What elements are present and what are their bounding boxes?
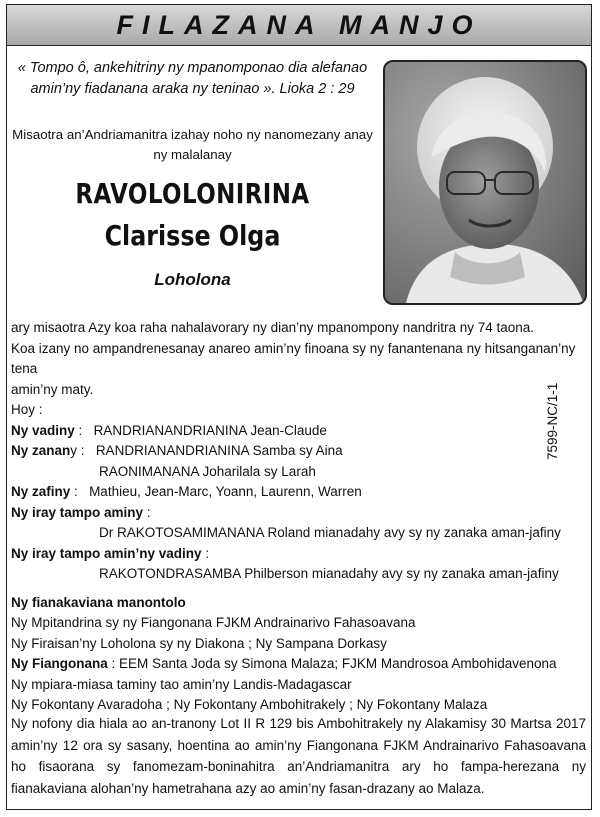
family-line-3-label: Ny Fiangonana: [11, 656, 108, 671]
grandchildren-value: Mathieu, Jean-Marc, Yoann, Laurenn, Warren: [89, 484, 362, 499]
children-sep: :: [77, 443, 89, 458]
siblings-value-row: [11, 523, 591, 544]
family-line-1: Ny Mpitandrina sy ny Fiangonana FJKM Andrainarivo Fahasoavana: [11, 615, 416, 630]
intro-line-1: ary misaotra Azy koa raha nahalavorary ny dian’ny mpanompony nandritra ny 74 taona.: [11, 320, 535, 335]
children-label-rest: y: [70, 443, 78, 458]
ad-reference-code: 7599-NC/1-1: [545, 382, 560, 460]
portrait-photo: [383, 60, 587, 305]
banner: [6, 4, 592, 46]
banner-title: FILAZANA MANJO: [116, 9, 482, 40]
spouse-row: [11, 421, 591, 442]
deceased-role: Loholona: [154, 270, 231, 289]
grandchildren-label: Ny zafiny: [11, 484, 71, 499]
spouse-sep: :: [74, 422, 87, 438]
spouse-value: RANDRIANANDRIANINA Jean-Claude: [93, 422, 327, 438]
thanks-line-2: ny malalanay: [153, 147, 232, 162]
spouse-siblings-label: Ny iray tampo amin’ny vadiny: [11, 545, 202, 561]
deceased-surname: RAVOLOLONIRINA: [75, 177, 310, 210]
spouse-label: Ny vadiny: [11, 422, 75, 438]
siblings-label: Ny iray tampo aminy: [11, 504, 144, 520]
family-line-3-rest: : EEM Santa Joda sy Simona Malaza; FJKM Mandrosoa Ambohidavenona: [107, 656, 557, 671]
verse-line-1: « Tompo ô, ankehitriny ny mpanomponao dia alefanao: [17, 60, 368, 76]
family-line-5: Ny Fokontany Avaradoha ; Ny Fokontany Ambohitrakely ; Ny Fokontany Malaza: [11, 697, 488, 712]
children-value-2: RAONIMANANA Joharilala sy Larah: [99, 463, 316, 479]
thanks-text: [10, 125, 375, 165]
siblings-sep: :: [143, 504, 151, 520]
verse-line-2: amin’ny fiadanana araka ny teninao ». Lioka 2 : 29: [30, 81, 355, 97]
family-line-3: [11, 654, 591, 675]
siblings-value: Dr RAKOTOSAMIMANANA Roland mianadahy avy sy ny zanaka aman-jafiny: [99, 525, 561, 540]
children-row: [11, 441, 591, 462]
children-label: Ny zanan: [11, 443, 71, 458]
grandchildren-sep: :: [70, 484, 82, 499]
portrait-photo-icon: [385, 62, 587, 305]
family-line-2: Ny Firaisan’ny Loholona sy ny Diakona ; Ny Sampana Dorkasy: [11, 635, 387, 651]
notice-body: [11, 318, 591, 716]
grandchildren-row: [11, 482, 591, 503]
spouse-siblings-value-row: [11, 564, 591, 585]
spouse-siblings-sep: :: [201, 545, 210, 561]
deceased-given-name: Clarisse Olga: [104, 219, 281, 252]
spouse-siblings-row: [11, 544, 591, 565]
intro-line-3: amin’ny maty.: [11, 381, 94, 397]
children-row-2: [11, 462, 591, 483]
funeral-details: Ny nofony dia hiala ao an-tranony Lot II R 129 bis Ambohitrakely ny Alakamisy 30 Martsa 2017 amin’ny 12 ora sy sasany, hoentina ao amin’ny Fiangonana FJKM Andrainarivo Fahasoavana ho fisaorana sy fanomezam-boninahitra an’Andriamanitra ary ho fampa-herezana ny fianakaviana alohan’ny hametrahana azy ao amin’ny fasan-drazany ao Malaza.: [11, 716, 586, 796]
siblings-row: [11, 503, 591, 524]
intro-line-2: Koa izany no ampandrenesanay anareo amin’ny finoana sy ny fanantenana ny hitsanganan’ny tena: [11, 340, 576, 376]
children-value-1: RANDRIANANDRIANINA Samba sy Aina: [95, 443, 343, 458]
family-line-4: Ny mpiara-miasa taminy tao amin’ny Landis-Madagascar: [11, 676, 352, 692]
thanks-line-1: Misaotra an’Andriamanitra izahay noho ny nanomezany anay: [12, 127, 373, 142]
spouse-siblings-value: RAKOTONDRASAMBA Philberson mianadahy avy sy ny zanaka aman-jafiny: [99, 566, 559, 581]
family-heading: Ny fianakaviana manontolo: [11, 594, 186, 610]
bible-verse: [10, 58, 375, 100]
hoy-label: Hoy :: [11, 402, 43, 417]
